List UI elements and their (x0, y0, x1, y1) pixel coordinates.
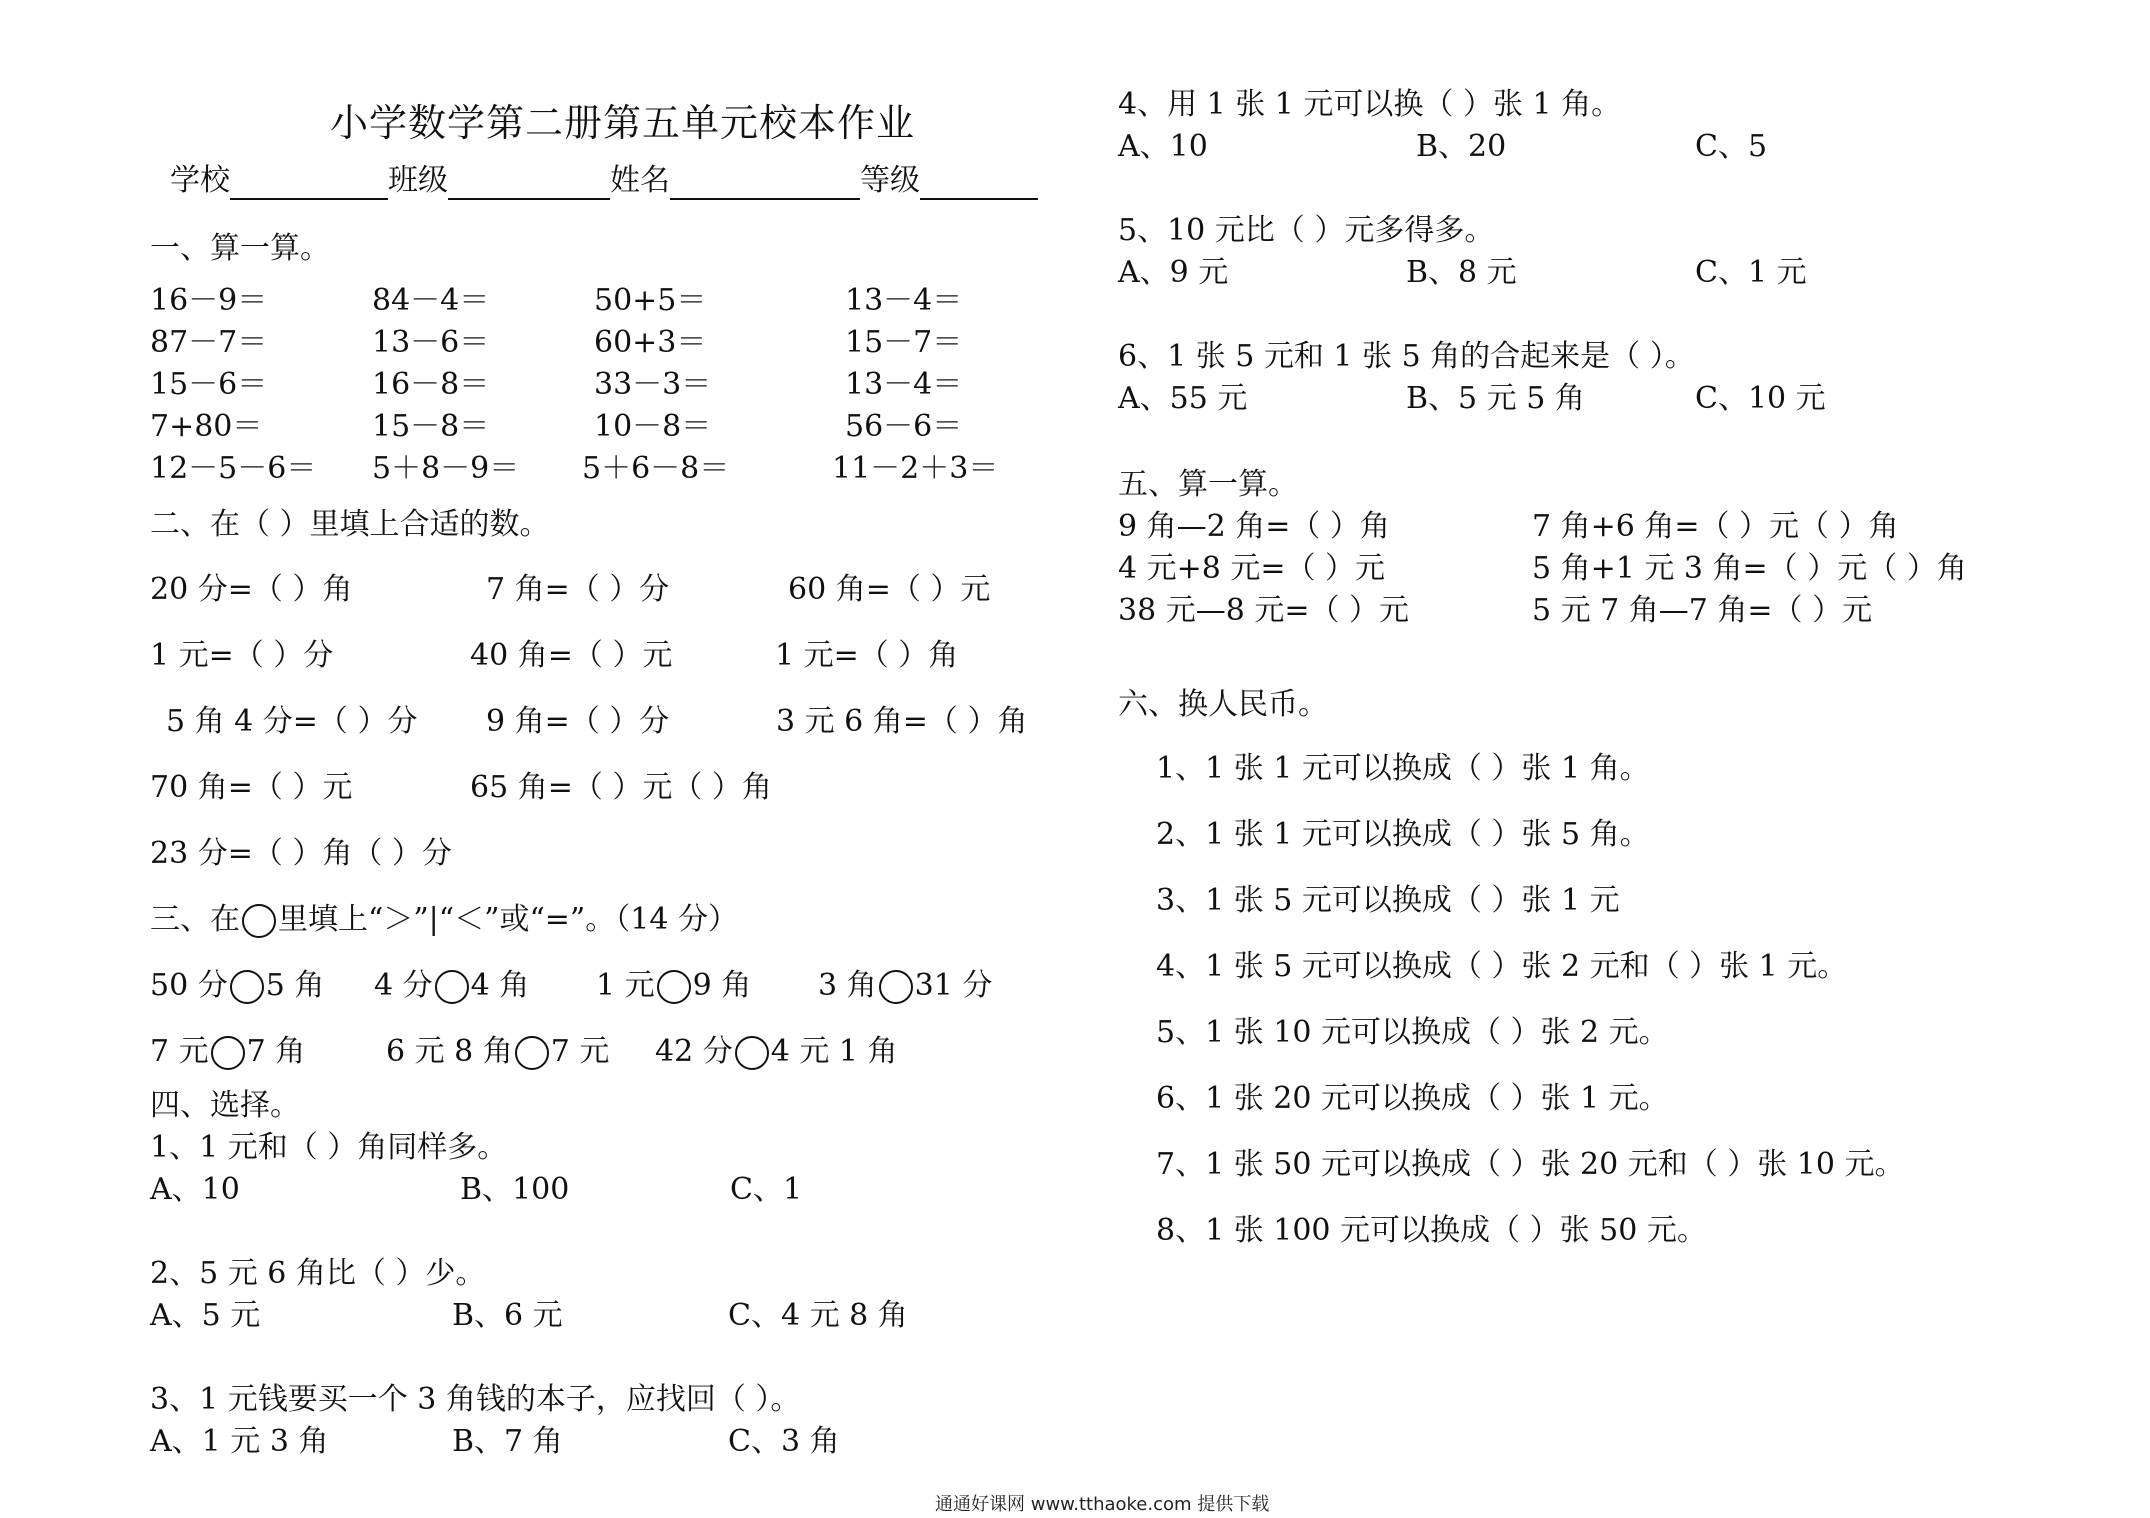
arith-item: 84－4＝ (372, 283, 490, 318)
choice-question: 4、用 1 张 1 元可以换（ ）张 1 角。 (1118, 87, 1622, 122)
section-5-heading: 五、算一算。 (1118, 467, 1298, 502)
choice-option-b[interactable]: B、7 角 (452, 1424, 563, 1459)
choice-option-a[interactable]: A、10 (150, 1172, 240, 1207)
compare-circle[interactable] (435, 970, 469, 1004)
fill-item: 20 分=（ ）角 (150, 572, 353, 607)
arith-item: 15－8＝ (372, 409, 490, 444)
exchange-item: 4、1 张 5 元可以换成（ ）张 2 元和（ ）张 1 元。 (1156, 949, 1848, 984)
compare-item (655, 1033, 898, 1071)
compare-right: 7 角 (246, 1034, 306, 1069)
compare-left: 50 分 (150, 968, 228, 1003)
compare-right: 31 分 (914, 968, 993, 1003)
name-blank[interactable] (670, 168, 860, 200)
compare-item (150, 1033, 305, 1071)
exchange-item: 6、1 张 20 元可以换成（ ）张 1 元。 (1156, 1081, 1669, 1116)
calc-item: 5 元 7 角—7 角=（ ）元 (1532, 593, 1873, 628)
section-3-heading-a: 三、在 (150, 902, 240, 937)
exchange-item: 3、1 张 5 元可以换成（ ）张 1 元 (1156, 883, 1620, 918)
arith-item: 13－4＝ (845, 367, 963, 402)
calc-item: 9 角—2 角=（ ）角 (1118, 509, 1390, 544)
arith-item: 13－6＝ (372, 325, 490, 360)
calc-item: 5 角+1 元 3 角=（ ）元（ ）角 (1532, 551, 1967, 586)
choice-option-a[interactable]: A、5 元 (150, 1298, 261, 1333)
calc-item: 38 元—8 元=（ ）元 (1118, 593, 1410, 628)
fill-item: 70 角=（ ）元 (150, 770, 353, 805)
choice-question: 5、10 元比（ ）元多得多。 (1118, 213, 1495, 248)
class-blank[interactable] (448, 168, 610, 200)
compare-item (374, 967, 529, 1005)
section-6-heading: 六、换人民币。 (1118, 687, 1328, 722)
compare-left: 4 分 (374, 968, 433, 1003)
arith-item: 5＋8－9＝ (372, 451, 520, 486)
exchange-item: 8、1 张 100 元可以换成（ ）张 50 元。 (1156, 1213, 1707, 1248)
fill-item: 1 元=（ ）角 (775, 638, 959, 673)
exchange-item: 2、1 张 1 元可以换成（ ）张 5 角。 (1156, 817, 1650, 852)
fill-item: 5 角 4 分=（ ）分 (166, 704, 418, 739)
grade-label: 等级 (860, 163, 920, 198)
choice-question: 2、5 元 6 角比（ ）少。 (150, 1256, 486, 1291)
choice-option-c[interactable]: C、1 元 (1695, 255, 1807, 290)
calc-item: 4 元+8 元=（ ）元 (1118, 551, 1386, 586)
arith-item: 87－7＝ (150, 325, 268, 360)
choice-option-b[interactable]: B、6 元 (452, 1298, 563, 1333)
compare-circle[interactable] (879, 970, 913, 1004)
compare-item (386, 1033, 609, 1071)
choice-option-c[interactable]: C、1 (730, 1172, 803, 1207)
compare-circle[interactable] (230, 970, 264, 1004)
compare-right: 4 元 1 角 (770, 1034, 898, 1069)
arith-item: 12－5－6＝ (150, 451, 317, 486)
arith-item: 5＋6－8＝ (582, 451, 730, 486)
fill-item: 60 角=（ ）元 (788, 572, 991, 607)
choice-option-b[interactable]: B、5 元 5 角 (1406, 381, 1585, 416)
compare-circle[interactable] (211, 1036, 245, 1070)
compare-left: 6 元 8 角 (386, 1034, 513, 1069)
calc-item: 7 角+6 角=（ ）元（ ）角 (1532, 509, 1899, 544)
choice-option-c[interactable]: C、3 角 (728, 1424, 840, 1459)
arith-item: 11－2＋3＝ (832, 451, 999, 486)
choice-option-a[interactable]: A、10 (1118, 129, 1208, 164)
arith-item: 33－3＝ (594, 367, 712, 402)
fill-item: 40 角=（ ）元 (470, 638, 673, 673)
fill-item: 3 元 6 角=（ ）角 (776, 704, 1028, 739)
choice-question: 6、1 张 5 元和 1 张 5 角的合起来是（ ）。 (1118, 339, 1695, 374)
fill-item: 7 角=（ ）分 (486, 572, 670, 607)
header-line (170, 162, 1038, 200)
arith-item: 50+5＝ (594, 283, 707, 318)
arith-item: 15－7＝ (845, 325, 963, 360)
arith-item: 56－6＝ (845, 409, 963, 444)
section-3-heading-b: 里填上“＞”|“＜”或“=”。（14 分） (278, 902, 738, 937)
exchange-item: 1、1 张 1 元可以换成（ ）张 1 角。 (1156, 751, 1650, 786)
name-label: 姓名 (610, 163, 670, 198)
arith-item: 16－8＝ (372, 367, 490, 402)
fill-item: 65 角=（ ）元（ ）角 (470, 770, 772, 805)
choice-option-b[interactable]: B、8 元 (1406, 255, 1517, 290)
section-2-heading: 二、在（ ）里填上合适的数。 (150, 507, 550, 542)
choice-option-c[interactable]: C、4 元 8 角 (728, 1298, 908, 1333)
choice-option-a[interactable]: A、9 元 (1118, 255, 1229, 290)
compare-right: 4 角 (470, 968, 530, 1003)
school-blank[interactable] (230, 168, 388, 200)
compare-left: 1 元 (596, 968, 655, 1003)
compare-item (818, 967, 992, 1005)
fill-item: 1 元=（ ）分 (150, 638, 334, 673)
arith-item: 13－4＝ (845, 283, 963, 318)
arith-item: 16－9＝ (150, 283, 268, 318)
choice-option-a[interactable]: A、1 元 3 角 (150, 1424, 329, 1459)
compare-right: 9 角 (692, 968, 752, 1003)
compare-right: 7 元 (550, 1034, 610, 1069)
arith-item: 10－8＝ (594, 409, 712, 444)
fill-item: 23 分=（ ）角（ ）分 (150, 836, 452, 871)
choice-option-c[interactable]: C、5 (1695, 129, 1768, 164)
section-4-heading: 四、选择。 (150, 1088, 300, 1123)
exchange-item: 5、1 张 10 元可以换成（ ）张 2 元。 (1156, 1015, 1669, 1050)
class-label: 班级 (388, 163, 448, 198)
compare-left: 42 分 (655, 1034, 733, 1069)
compare-left: 3 角 (818, 968, 877, 1003)
fill-item: 9 角=（ ）分 (486, 704, 670, 739)
choice-option-a[interactable]: A、55 元 (1118, 381, 1248, 416)
compare-item (150, 967, 324, 1005)
choice-question: 1、1 元和（ ）角同样多。 (150, 1130, 508, 1165)
grade-blank[interactable] (920, 168, 1038, 200)
compare-item (596, 967, 751, 1005)
arith-item: 7+80＝ (150, 409, 263, 444)
choice-option-b[interactable]: B、100 (460, 1172, 570, 1207)
footer-credit: 通通好课网 www.tthaoke.com 提供下载 (935, 1494, 1270, 1515)
compare-circle[interactable] (735, 1036, 769, 1070)
compare-circle[interactable] (657, 970, 691, 1004)
compare-right: 5 角 (265, 968, 325, 1003)
choice-option-c[interactable]: C、10 元 (1695, 381, 1826, 416)
choice-option-b[interactable]: B、20 (1416, 129, 1507, 164)
section-3-heading (150, 901, 738, 939)
compare-circle[interactable] (515, 1036, 549, 1070)
section-1-heading: 一、算一算。 (150, 231, 330, 266)
arith-item: 15－6＝ (150, 367, 268, 402)
school-label: 学校 (170, 163, 230, 198)
page-title: 小学数学第二册第五单元校本作业 (330, 101, 916, 145)
circle-icon (242, 904, 276, 938)
choice-question: 3、1 元钱要买一个 3 角钱的本子，应找回（ ）。 (150, 1382, 801, 1417)
arith-item: 60+3＝ (594, 325, 707, 360)
compare-left: 7 元 (150, 1034, 209, 1069)
exchange-item: 7、1 张 50 元可以换成（ ）张 20 元和（ ）张 10 元。 (1156, 1147, 1905, 1182)
